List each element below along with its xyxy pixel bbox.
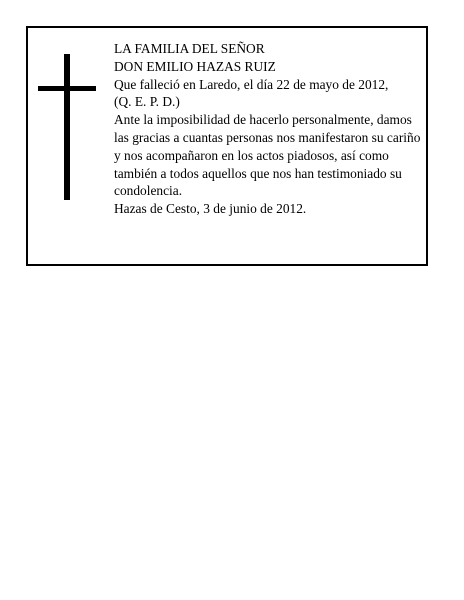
notice-text [114,40,424,218]
rip-line: (Q. E. P. D.) [114,94,180,110]
obituary-notice [26,26,428,266]
place-date: Hazas de Cesto, 3 de junio de 2012. [114,201,307,217]
gratitude-paragraph: Ante la imposibilidad de hacerlo personalmente, damos las gracias a cuantas personas nos manifestaron su cariño y nos acompañaron en los actos piadosos, así como también a todos aquellos que nos han testimoniado su condolencia. [114,112,421,199]
cross-icon [38,54,96,200]
death-info: Que falleció en Laredo, el día 22 de mayo de 2012, [114,76,389,92]
cross-horizontal-bar [38,86,96,91]
cross-vertical-bar [64,54,70,200]
deceased-name: DON EMILIO HAZAS RUIZ [114,58,276,74]
family-line: LA FAMILIA DEL SEÑOR [114,41,265,56]
